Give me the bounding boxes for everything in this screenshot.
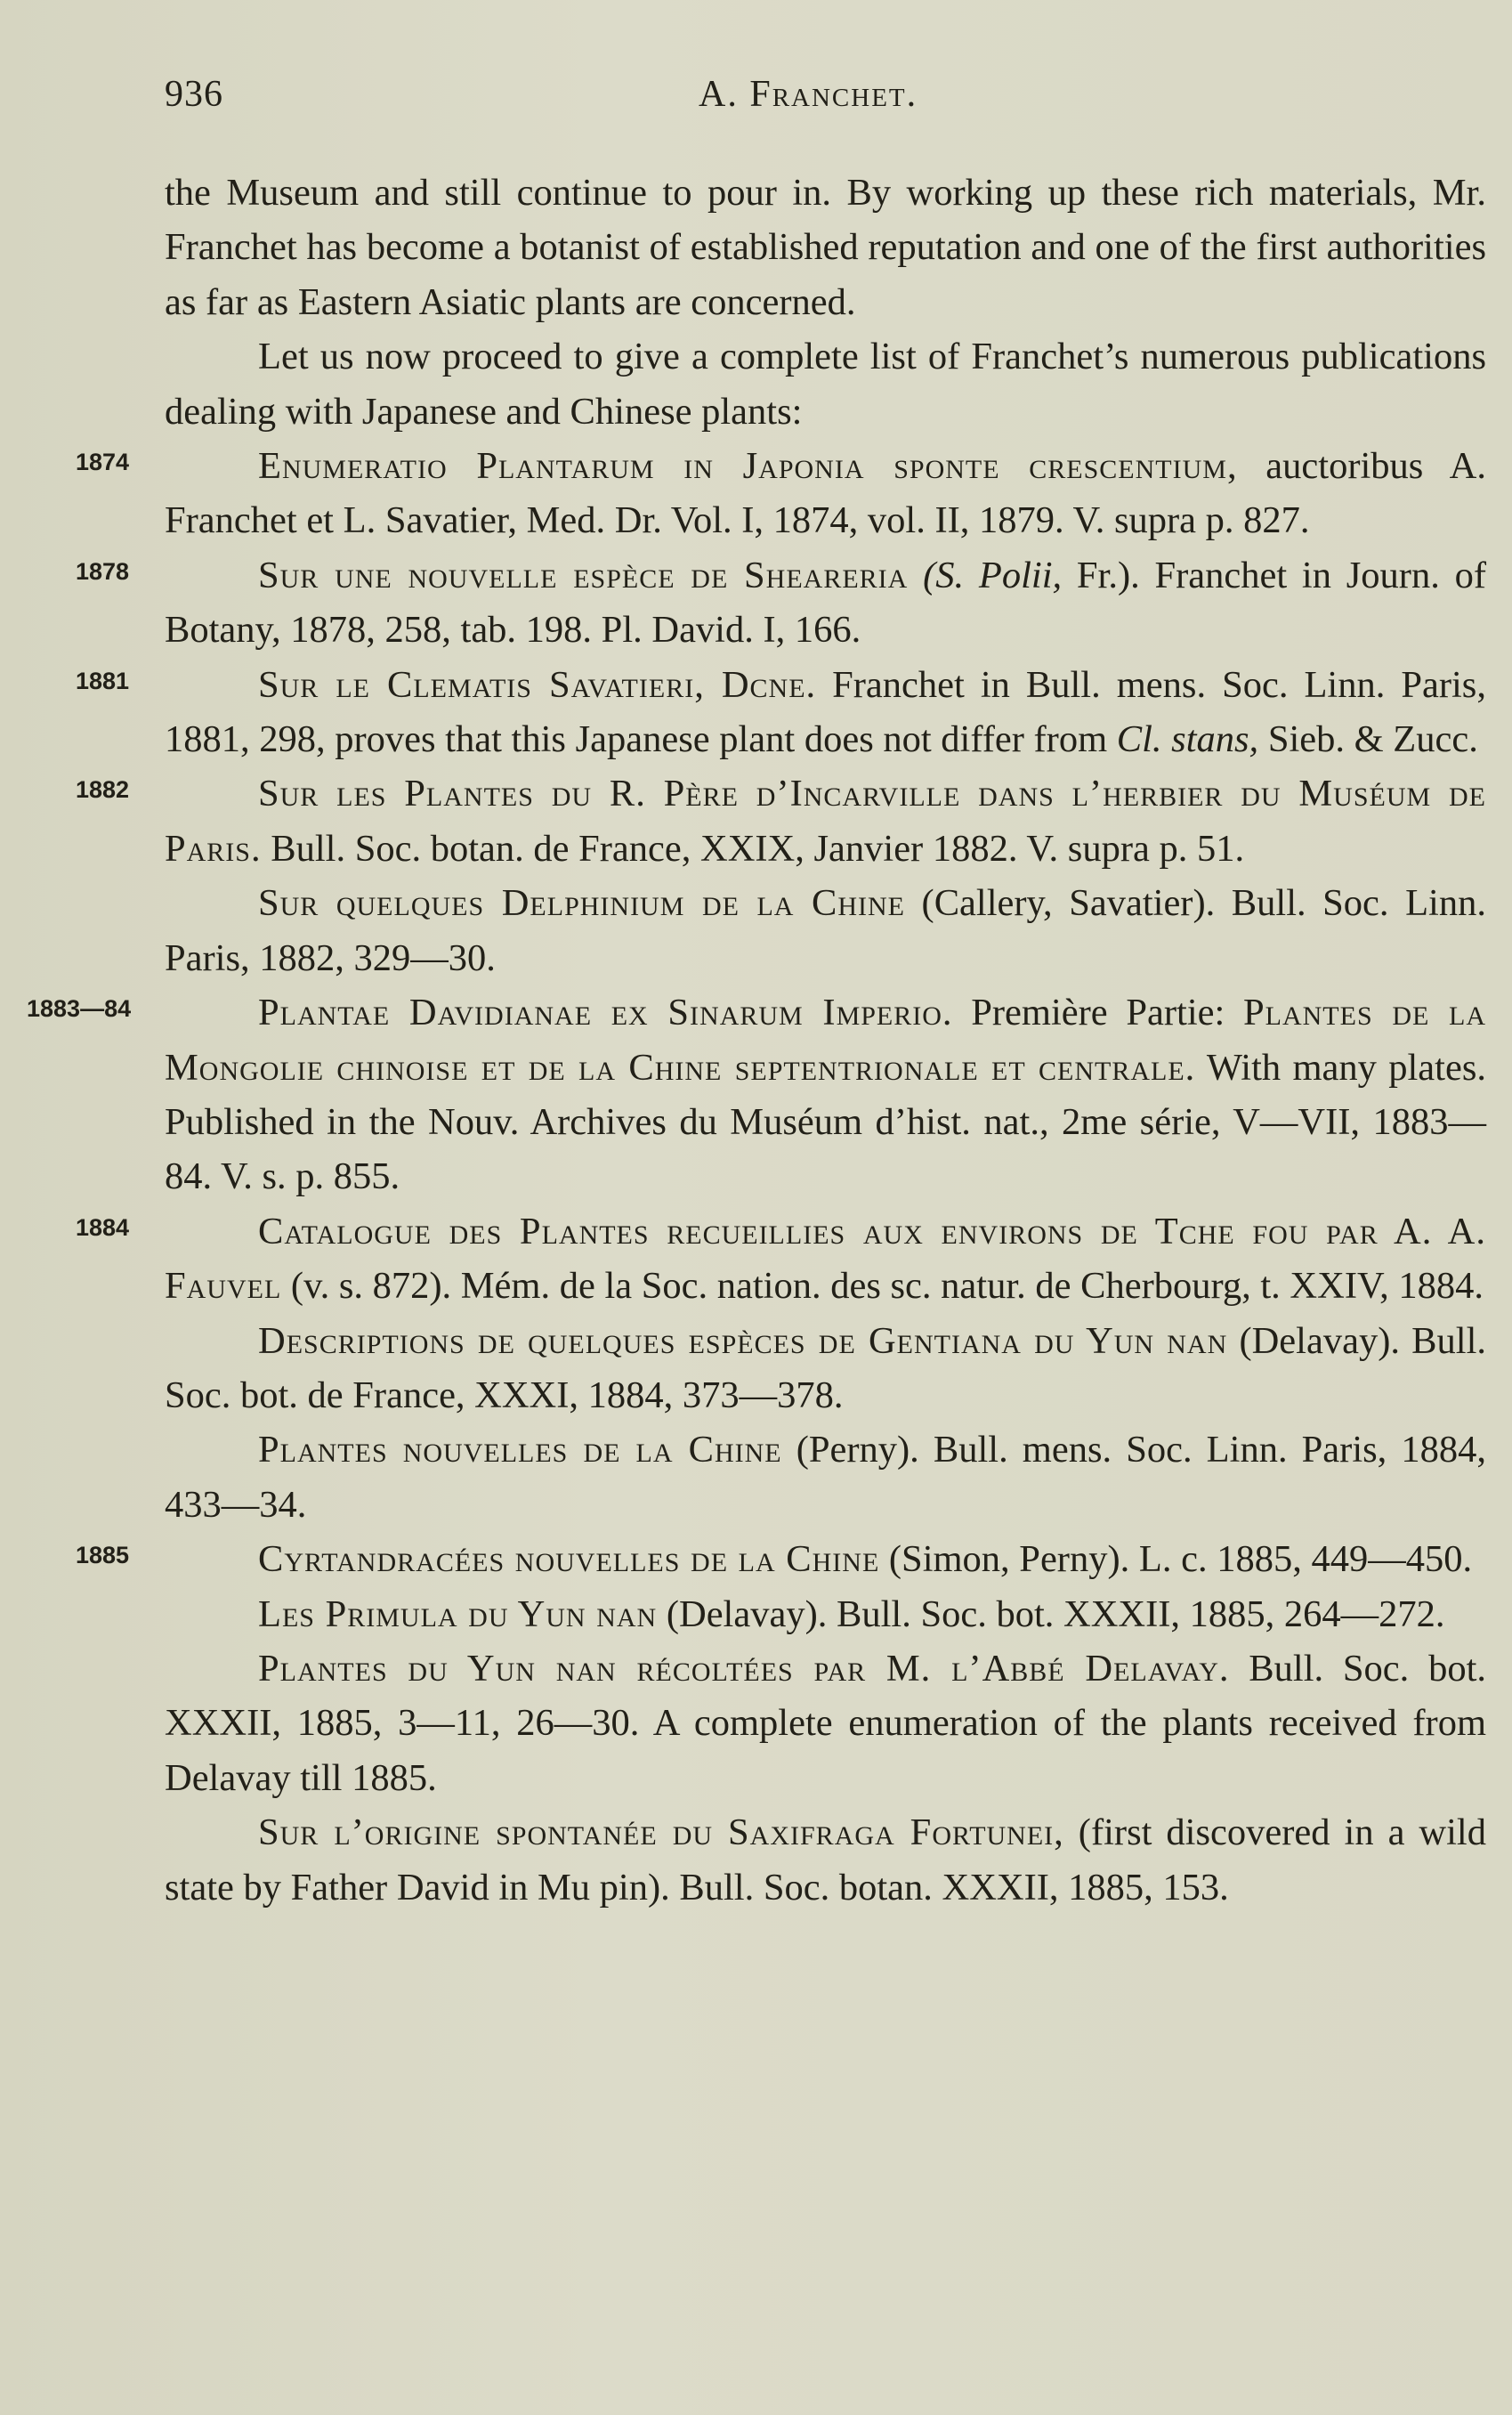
entry-text: (v. s. 872). Mém. de la Soc. nation. des sc. natur. de Cherbourg, t. XXIV, 1884. (281, 1265, 1484, 1308)
entry-title: Plantae Davidianae ex Sinarum Imperio. (258, 992, 953, 1034)
bibliography-entry (76, 1204, 1486, 1314)
bibliography-entry (76, 439, 1486, 548)
entry-title: Les Primula du Yun nan (258, 1592, 658, 1635)
bibliography-entry (165, 1641, 1486, 1805)
entry-title: Plantes du Yun nan récoltées par M. l’Abbé Delavay. (258, 1647, 1230, 1690)
bibliography-entry (165, 876, 1486, 985)
page-number: 936 (165, 74, 223, 115)
entry-italic: (S. Polii, (908, 554, 1063, 596)
intro-paragraph: Let us now proceed to give a complete list of Franchet’s numerous publications dealing with Japanese and Chinese plants: (165, 336, 1486, 433)
entry-year: 1882 (76, 776, 130, 804)
entry-text: (Perny). Bull. mens. Soc. Linn. Paris, 1884, 433—34. (165, 1429, 1487, 1526)
entry-title: Cyrtandracées nouvelles de la Chine (258, 1538, 880, 1581)
bibliography-entry (76, 658, 1486, 767)
entry-text: Fr.). Franchet in Journ. of Botany, 1878, 258, tab. 198. Pl. David. I, 166. (165, 554, 1486, 652)
bibliography-entry (165, 1805, 1486, 1915)
entry-title: Sur le Clematis Savatieri, Dcne. (258, 663, 817, 706)
entry-italic: Cl. stans, (1116, 718, 1259, 761)
running-head (165, 73, 1450, 126)
entry-year: 1874 (76, 449, 130, 476)
entry-text: Bull. Soc. bot. XXXII, 1885, 3—11, 26—30. A complete enumeration of the plants received from Delavay till 1885. (165, 1647, 1487, 1799)
entry-title: Plantes nouvelles de la Chine (258, 1429, 782, 1471)
entry-title: Sur l’origine spontanée du Saxifraga Fortunei, (258, 1811, 1064, 1854)
entry-text: auctoribus A. Franchet et L. Savatier, Med. Dr. Vol. I, 1874, vol. II, 1879. V. supra p. 827. (165, 445, 1486, 542)
bibliography-entry (76, 548, 1486, 658)
entry-title: Catalogue des Plantes recueillies aux environs de Tche fou par A. A. Fauvel (165, 1210, 1486, 1308)
bibliography-entry (76, 766, 1486, 876)
entry-text: With many plates. Published in the Nouv. Archives du Muséum d’hist. nat., 2me série, V—VII, 1883—84. V. s. p. 855. (165, 1046, 1486, 1198)
entry-title: Plantes de la Mongolie chinoise et de la Chine septentrionale et centrale. (165, 992, 1487, 1089)
entry-text: (Delavay). Bull. Soc. bot. XXXII, 1885, 264—272. (657, 1592, 1445, 1635)
entry-text: Franchet in Bull. mens. Soc. Linn. Paris, 1881, 298, proves that this Japanese plant does not differ from (165, 663, 1486, 761)
entry-year: 1881 (76, 667, 130, 694)
bibliography-entry (165, 1422, 1486, 1532)
entry-title: Sur les Plantes du R. Père d’Incarville dans l’herbier du Muséum de Paris. (165, 773, 1486, 870)
running-title: A. Franchet. (699, 74, 918, 115)
bibliography-entry (27, 985, 1487, 1204)
page-body (27, 166, 1487, 1915)
entry-text: (first discovered in a wild state by Father David in Mu pin). Bull. Soc. botan. XXXII, 1885, 153. (165, 1811, 1486, 1908)
entry-year: 1878 (76, 557, 130, 585)
entry-text: (Simon, Perny). L. c. 1885, 449—450. (879, 1538, 1473, 1581)
entry-title: Descriptions de quelques espèces de Gentiana du Yun nan (258, 1319, 1228, 1362)
entry-text: Bull. Soc. botan. de France, XXIX, Janvier 1882. V. supra p. 51. (261, 827, 1245, 870)
bibliography-entry (76, 1532, 1486, 1586)
bibliography-entry (165, 1314, 1486, 1423)
entry-title: Sur quelques Delphinium de la Chine (258, 882, 906, 925)
entry-text: Première Partie: (952, 992, 1243, 1034)
entry-text: Sieb. & Zucc. (1258, 718, 1478, 761)
entry-text: (Delavay). Bull. Soc. bot. de France, XXXI, 1884, 373—378. (165, 1319, 1486, 1416)
intro-paragraph: the Museum and still continue to pour in. By working up these rich materials, Mr. Franchet has become a botanist of established reputation and one of the first authorities as far as Eastern Asiatic plants are concerned. (165, 172, 1486, 323)
entry-title: Sur une nouvelle espèce de Sheareria (258, 554, 909, 596)
entry-title: Enumeratio Plantarum in Japonia sponte crescentium, (258, 445, 1238, 488)
entry-year: 1884 (76, 1213, 130, 1241)
entry-text: (Callery, Savatier). Bull. Soc. Linn. Paris, 1882, 329—30. (165, 882, 1486, 979)
bibliography-entry (165, 1587, 1486, 1641)
entry-year: 1883—84 (27, 995, 132, 1023)
entry-year: 1885 (76, 1542, 130, 1569)
